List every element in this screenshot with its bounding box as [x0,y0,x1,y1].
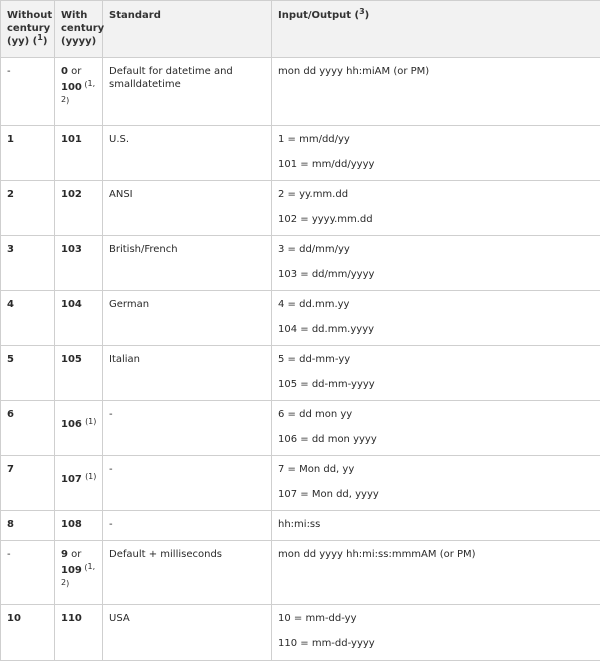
cell-io: 2 = yy.mm.dd 102 = yyyy.mm.dd [272,181,600,236]
cell-yyyy: 108 [55,511,103,541]
cell-yy: 10 [1,605,55,661]
cell-standard: Default + milliseconds [103,541,272,605]
cell-yyyy: 103 [55,236,103,291]
cell-yy: 6 [1,401,55,456]
cell-io: 10 = mm-dd-yy 110 = mm-dd-yyyy [272,605,600,661]
cell-yy: 4 [1,291,55,346]
footnote-ref: (1) [85,417,97,426]
table-row [1,401,600,456]
cell-yy: 5 [1,346,55,401]
cell-standard: Default for datetime and smalldatetime [103,58,272,126]
table-row [1,541,600,605]
cell-standard: ANSI [103,181,272,236]
table-row [1,181,600,236]
header-with-century: With century (yyyy) [55,1,103,58]
table-row [1,126,600,181]
footnote-ref: 1, 2 [61,79,96,104]
cell-yyyy: 104 [55,291,103,346]
cell-yyyy: 102 [55,181,103,236]
cell-yyyy: 105 [55,346,103,401]
cell-standard: U.S. [103,126,272,181]
footnote-ref: 3 [359,7,365,16]
cell-yyyy: 106 $^{(1)}$ [55,401,103,456]
cell-standard: Italian [103,346,272,401]
header-standard: Standard [103,1,272,58]
cell-yy: 1 [1,126,55,181]
cell-io: mon dd yyyy hh:miAM (or PM) [272,58,600,126]
table-row [1,511,600,541]
cell-standard: - [103,456,272,511]
table-row [1,605,600,661]
cell-yyyy: 101 [55,126,103,181]
footnote-ref: 1, 2 [61,562,96,587]
cell-io: 3 = dd/mm/yy 103 = dd/mm/yyyy [272,236,600,291]
cell-io: 1 = mm/dd/yy 101 = mm/dd/yyyy [272,126,600,181]
table-row [1,291,600,346]
cell-standard: USA [103,605,272,661]
cell-yy: - [1,541,55,605]
cell-standard: British/French [103,236,272,291]
cell-yy: 7 [1,456,55,511]
cell-standard: - [103,511,272,541]
cell-io: 6 = dd mon yy 106 = dd mon yyyy [272,401,600,456]
footnote-ref: (1) [85,472,97,481]
cell-yyyy: 110 [55,605,103,661]
cell-io: 4 = dd.mm.yy 104 = dd.mm.yyyy [272,291,600,346]
header-without-century: Without century (yy) ($^1$) [1,1,55,58]
cell-io: hh:mi:ss [272,511,600,541]
table-row [1,236,600,291]
cell-yy: 3 [1,236,55,291]
table-row [1,346,600,401]
cell-standard: - [103,401,272,456]
cell-yy: 8 [1,511,55,541]
cell-yy: - [1,58,55,126]
cell-yy: 2 [1,181,55,236]
cell-io: 7 = Mon dd, yy 107 = Mon dd, yyyy [272,456,600,511]
cell-standard: German [103,291,272,346]
table-row [1,58,600,126]
cell-yyyy: 9 or 109 $^{(1, 2)}$ [55,541,103,605]
footnote-ref: 1 [37,33,43,42]
cell-io: mon dd yyyy hh:mi:ss:mmmAM (or PM) [272,541,600,605]
cell-io: 5 = dd-mm-yy 105 = dd-mm-yyyy [272,346,600,401]
cell-yyyy: 0 or 100 $^{(1, 2)}$ [55,58,103,126]
cell-yyyy: 107 $^{(1)}$ [55,456,103,511]
header-input-output: Input/Output ($^3$) [272,1,600,58]
header-row [1,1,600,58]
table-row [1,456,600,511]
